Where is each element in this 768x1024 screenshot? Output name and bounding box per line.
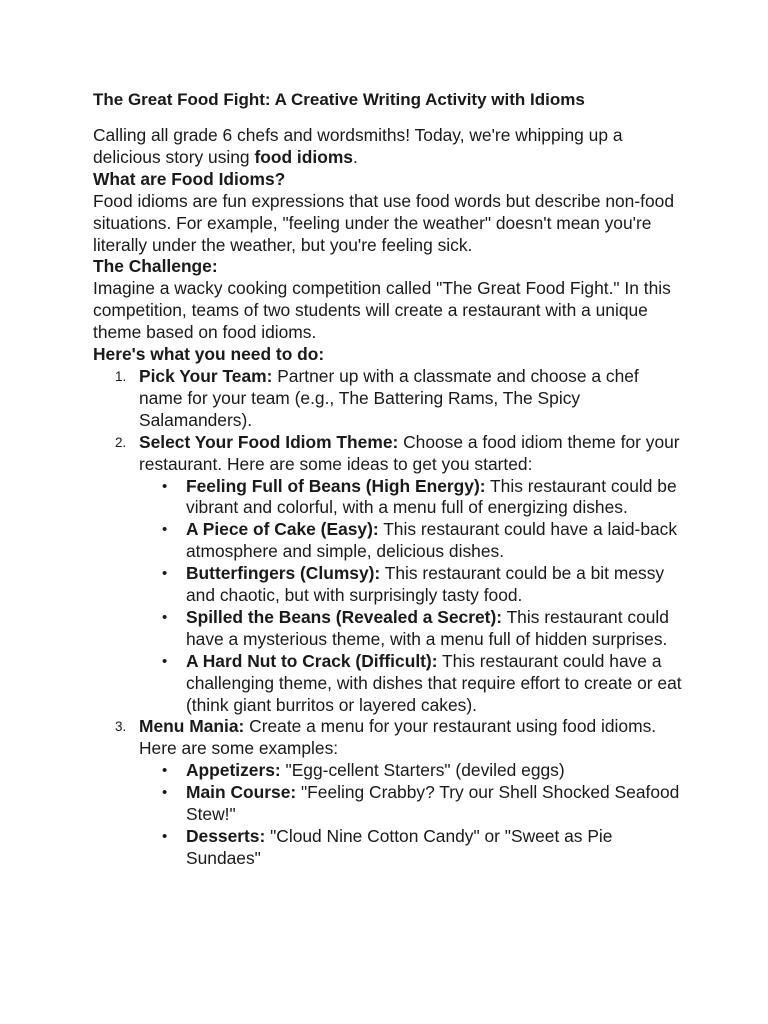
item-text: This restaurant could have a mysterious theme, with a menu full of hidden surprises. <box>186 606 669 649</box>
intro-text: Calling all grade 6 chefs and wordsmiths! Today, we're whipping up a delicious story using <box>93 125 623 167</box>
item-title: Feeling Full of Beans (High Energy): <box>186 475 486 496</box>
item-title: A Hard Nut to Crack (Difficult): <box>186 650 438 671</box>
step-text: Partner up with a classmate and choose a chef name for your team (e.g., The Battering Rams, The Spicy Salamanders). <box>139 365 639 430</box>
bullet-icon: • <box>162 521 168 539</box>
todo-heading: Here's what you need to do: <box>93 344 325 365</box>
bullet-icon: • <box>162 652 168 670</box>
list-item <box>162 519 683 563</box>
list-item <box>162 475 683 520</box>
step-text: Create a menu for your restaurant using food idioms. Here are some examples: <box>139 716 657 759</box>
intro-paragraph <box>93 125 683 169</box>
page-title: The Great Food Fight: A Creative Writing Activity with Idioms <box>93 90 585 109</box>
challenge-heading: The Challenge: <box>93 256 218 277</box>
step-title: Menu Mania: <box>139 716 245 737</box>
step-item <box>115 431 683 717</box>
step-title: Select Your Food Idiom Theme: <box>139 431 399 452</box>
bullet-icon: • <box>162 762 168 780</box>
intro-text-end: . <box>352 146 358 167</box>
step-item <box>115 716 683 869</box>
step-number: 2. <box>115 434 127 450</box>
list-item <box>162 760 683 782</box>
intro-bold-term: food idioms <box>254 146 353 167</box>
item-text: "Feeling Crabby? Try our Shell Shocked Seafood Stew!" <box>186 782 680 825</box>
step-number: 3. <box>115 719 127 735</box>
item-text: "Cloud Nine Cotton Candy" or "Sweet as Pie Sundaes" <box>186 826 613 868</box>
bullet-icon: • <box>162 608 168 626</box>
challenge-body: Imagine a wacky cooking competition called "The Great Food Fight." In this competition, teams of two students will create a restaurant with a unique theme based on food idioms. <box>93 278 671 343</box>
list-item <box>162 563 683 607</box>
item-title: Main Course: <box>186 782 297 803</box>
list-item <box>162 606 683 651</box>
list-item <box>162 826 683 870</box>
bullet-icon: • <box>162 828 168 845</box>
list-item <box>162 650 683 717</box>
step-number: 1. <box>115 368 127 384</box>
bullet-icon: • <box>162 784 168 802</box>
step-title: Pick Your Team: <box>139 365 273 386</box>
theme-ideas-list <box>139 476 683 717</box>
item-text: This restaurant could have a challenging theme, with dishes that require effort to create or eat (think giant burritos or layered cakes). <box>186 650 682 715</box>
list-item <box>162 782 683 826</box>
item-title: Spilled the Beans (Revealed a Secret): <box>186 606 503 627</box>
item-title: Desserts: <box>186 826 266 846</box>
item-text: "Egg-cellent Starters" (deviled eggs) <box>280 760 565 781</box>
what-body: Food idioms are fun expressions that use food words but describe non-food situations. For example, "feeling under the weather" doesn't mean you're literally under the weather, but you're feeling sick. <box>93 190 674 255</box>
item-text: This restaurant could be a bit messy and chaotic, but with surprisingly tasty food. <box>186 563 665 606</box>
step-text: Choose a food idiom theme for your restaurant. Here are some ideas to get you started: <box>139 431 680 474</box>
item-title: A Piece of Cake (Easy): <box>186 519 379 540</box>
item-text: This restaurant could be vibrant and colorful, with a menu full of energizing dishes. <box>186 475 677 518</box>
bullet-icon: • <box>162 565 168 583</box>
steps-list <box>93 366 683 870</box>
what-heading: What are Food Idioms? <box>93 168 286 189</box>
step-item <box>115 365 683 432</box>
menu-examples-list <box>139 760 683 870</box>
bullet-icon: • <box>162 477 168 495</box>
item-title: Butterfingers (Clumsy): <box>186 563 381 584</box>
item-title: Appetizers: <box>186 760 281 781</box>
item-text: This restaurant could have a laid-back atmosphere and simple, delicious dishes. <box>186 519 678 562</box>
document-page <box>93 88 683 870</box>
